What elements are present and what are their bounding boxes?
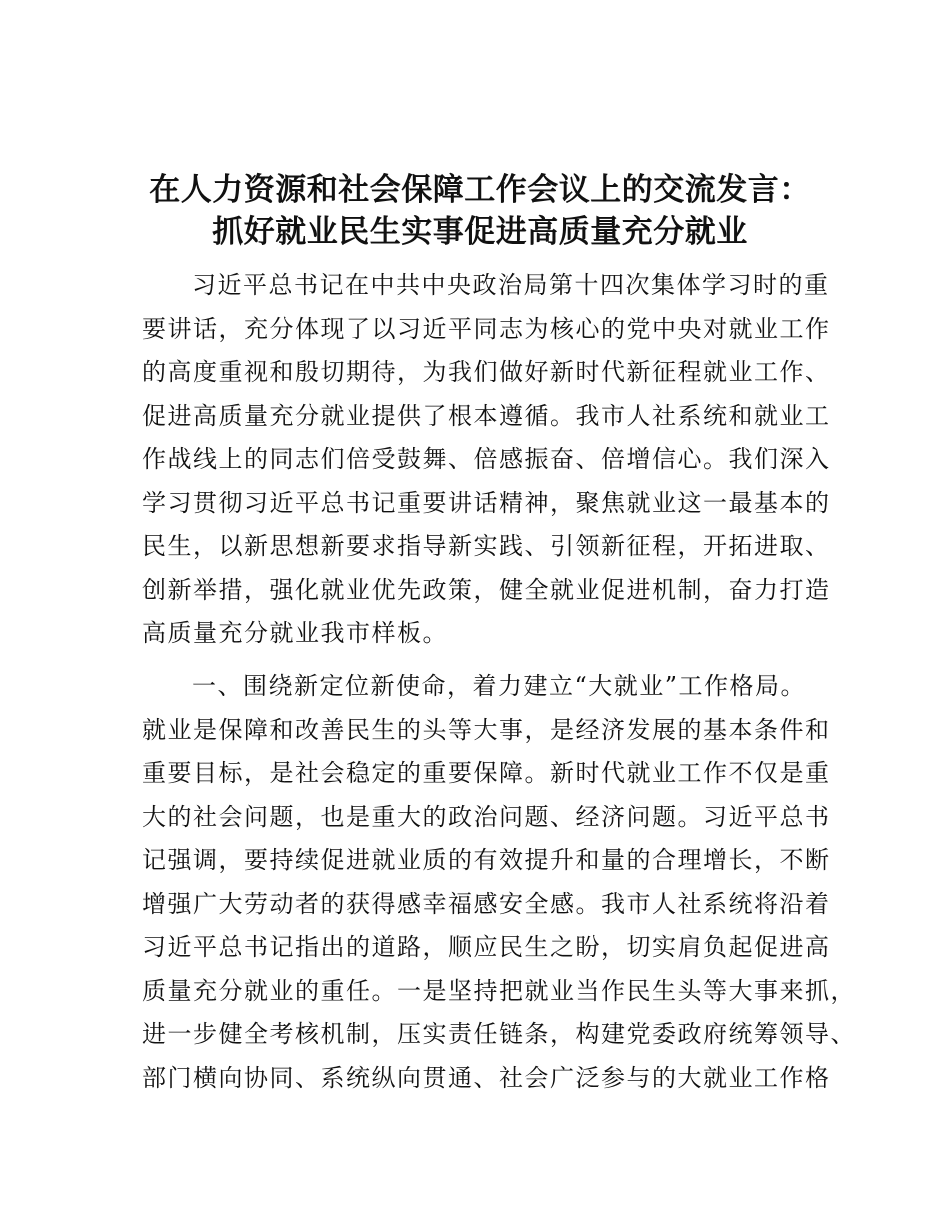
paragraph-line: 习近平总书记指出的道路，顺应民生之盼，切实肩负起促进高 (142, 933, 831, 961)
document-title-line-2: 抓好就业民生实事促进高质量充分就业 (212, 214, 748, 250)
paragraph-line: 学习贯彻习近平总书记重要讲话精神，聚焦就业这一最基本的 (142, 488, 831, 517)
paragraph-line: 质量充分就业的重任。一是坚持把就业当作民生头等大事来抓， (142, 976, 856, 1005)
paragraph-section-one (142, 665, 856, 1100)
paragraph-line: 记强调，要持续促进就业质的有效提升和量的合理增长，不断 (142, 846, 831, 874)
paragraph-line: 重要目标，是社会稳定的重要保障。新时代就业工作不仅是重 (142, 759, 831, 787)
paragraph-line: 增强广大劳动者的获得感幸福感安全感。我市人社系统将沿着 (142, 889, 831, 918)
section-heading-line: 一、围绕新定位新使命，着力建立“大就业”工作格局。 (192, 672, 807, 700)
paragraph-line: 创新举措，强化就业优先政策，健全就业促进机制，奋力打造 (142, 575, 831, 604)
paragraph-intro (142, 264, 832, 656)
paragraph-line: 作战线上的同志们倍受鼓舞、倍感振奋、倍增信心。我们深入 (142, 445, 831, 473)
document-title-line-1: 在人力资源和社会保障工作会议上的交流发言： (149, 172, 811, 208)
paragraph-line: 高质量充分就业我市样板。 (142, 619, 448, 647)
paragraph-line: 的高度重视和殷切期待，为我们做好新时代新征程就业工作、 (142, 358, 831, 386)
paragraph-line: 大的社会问题，也是重大的政治问题、经济问题。习近平总书 (142, 802, 831, 831)
paragraph-line: 就业是保障和改善民生的头等大事，是经济发展的基本条件和 (142, 715, 831, 744)
paragraph-line: 习近平总书记在中共中央政治局第十四次集体学习时的重 (192, 271, 830, 299)
paragraph-line: 部门横向协同、系统纵向贯通、社会广泛参与的大就业工作格 (142, 1063, 831, 1092)
paragraph-line: 要讲话，充分体现了以习近平同志为核心的党中央对就业工作 (142, 314, 831, 343)
paragraph-line: 促进高质量充分就业提供了根本遵循。我市人社系统和就业工 (142, 401, 831, 430)
paragraph-line: 进一步健全考核机制，压实责任链条，构建党委政府统筹领导、 (142, 1020, 856, 1048)
paragraph-line: 民生，以新思想新要求指导新实践、引领新征程，开拓进取、 (142, 532, 831, 560)
